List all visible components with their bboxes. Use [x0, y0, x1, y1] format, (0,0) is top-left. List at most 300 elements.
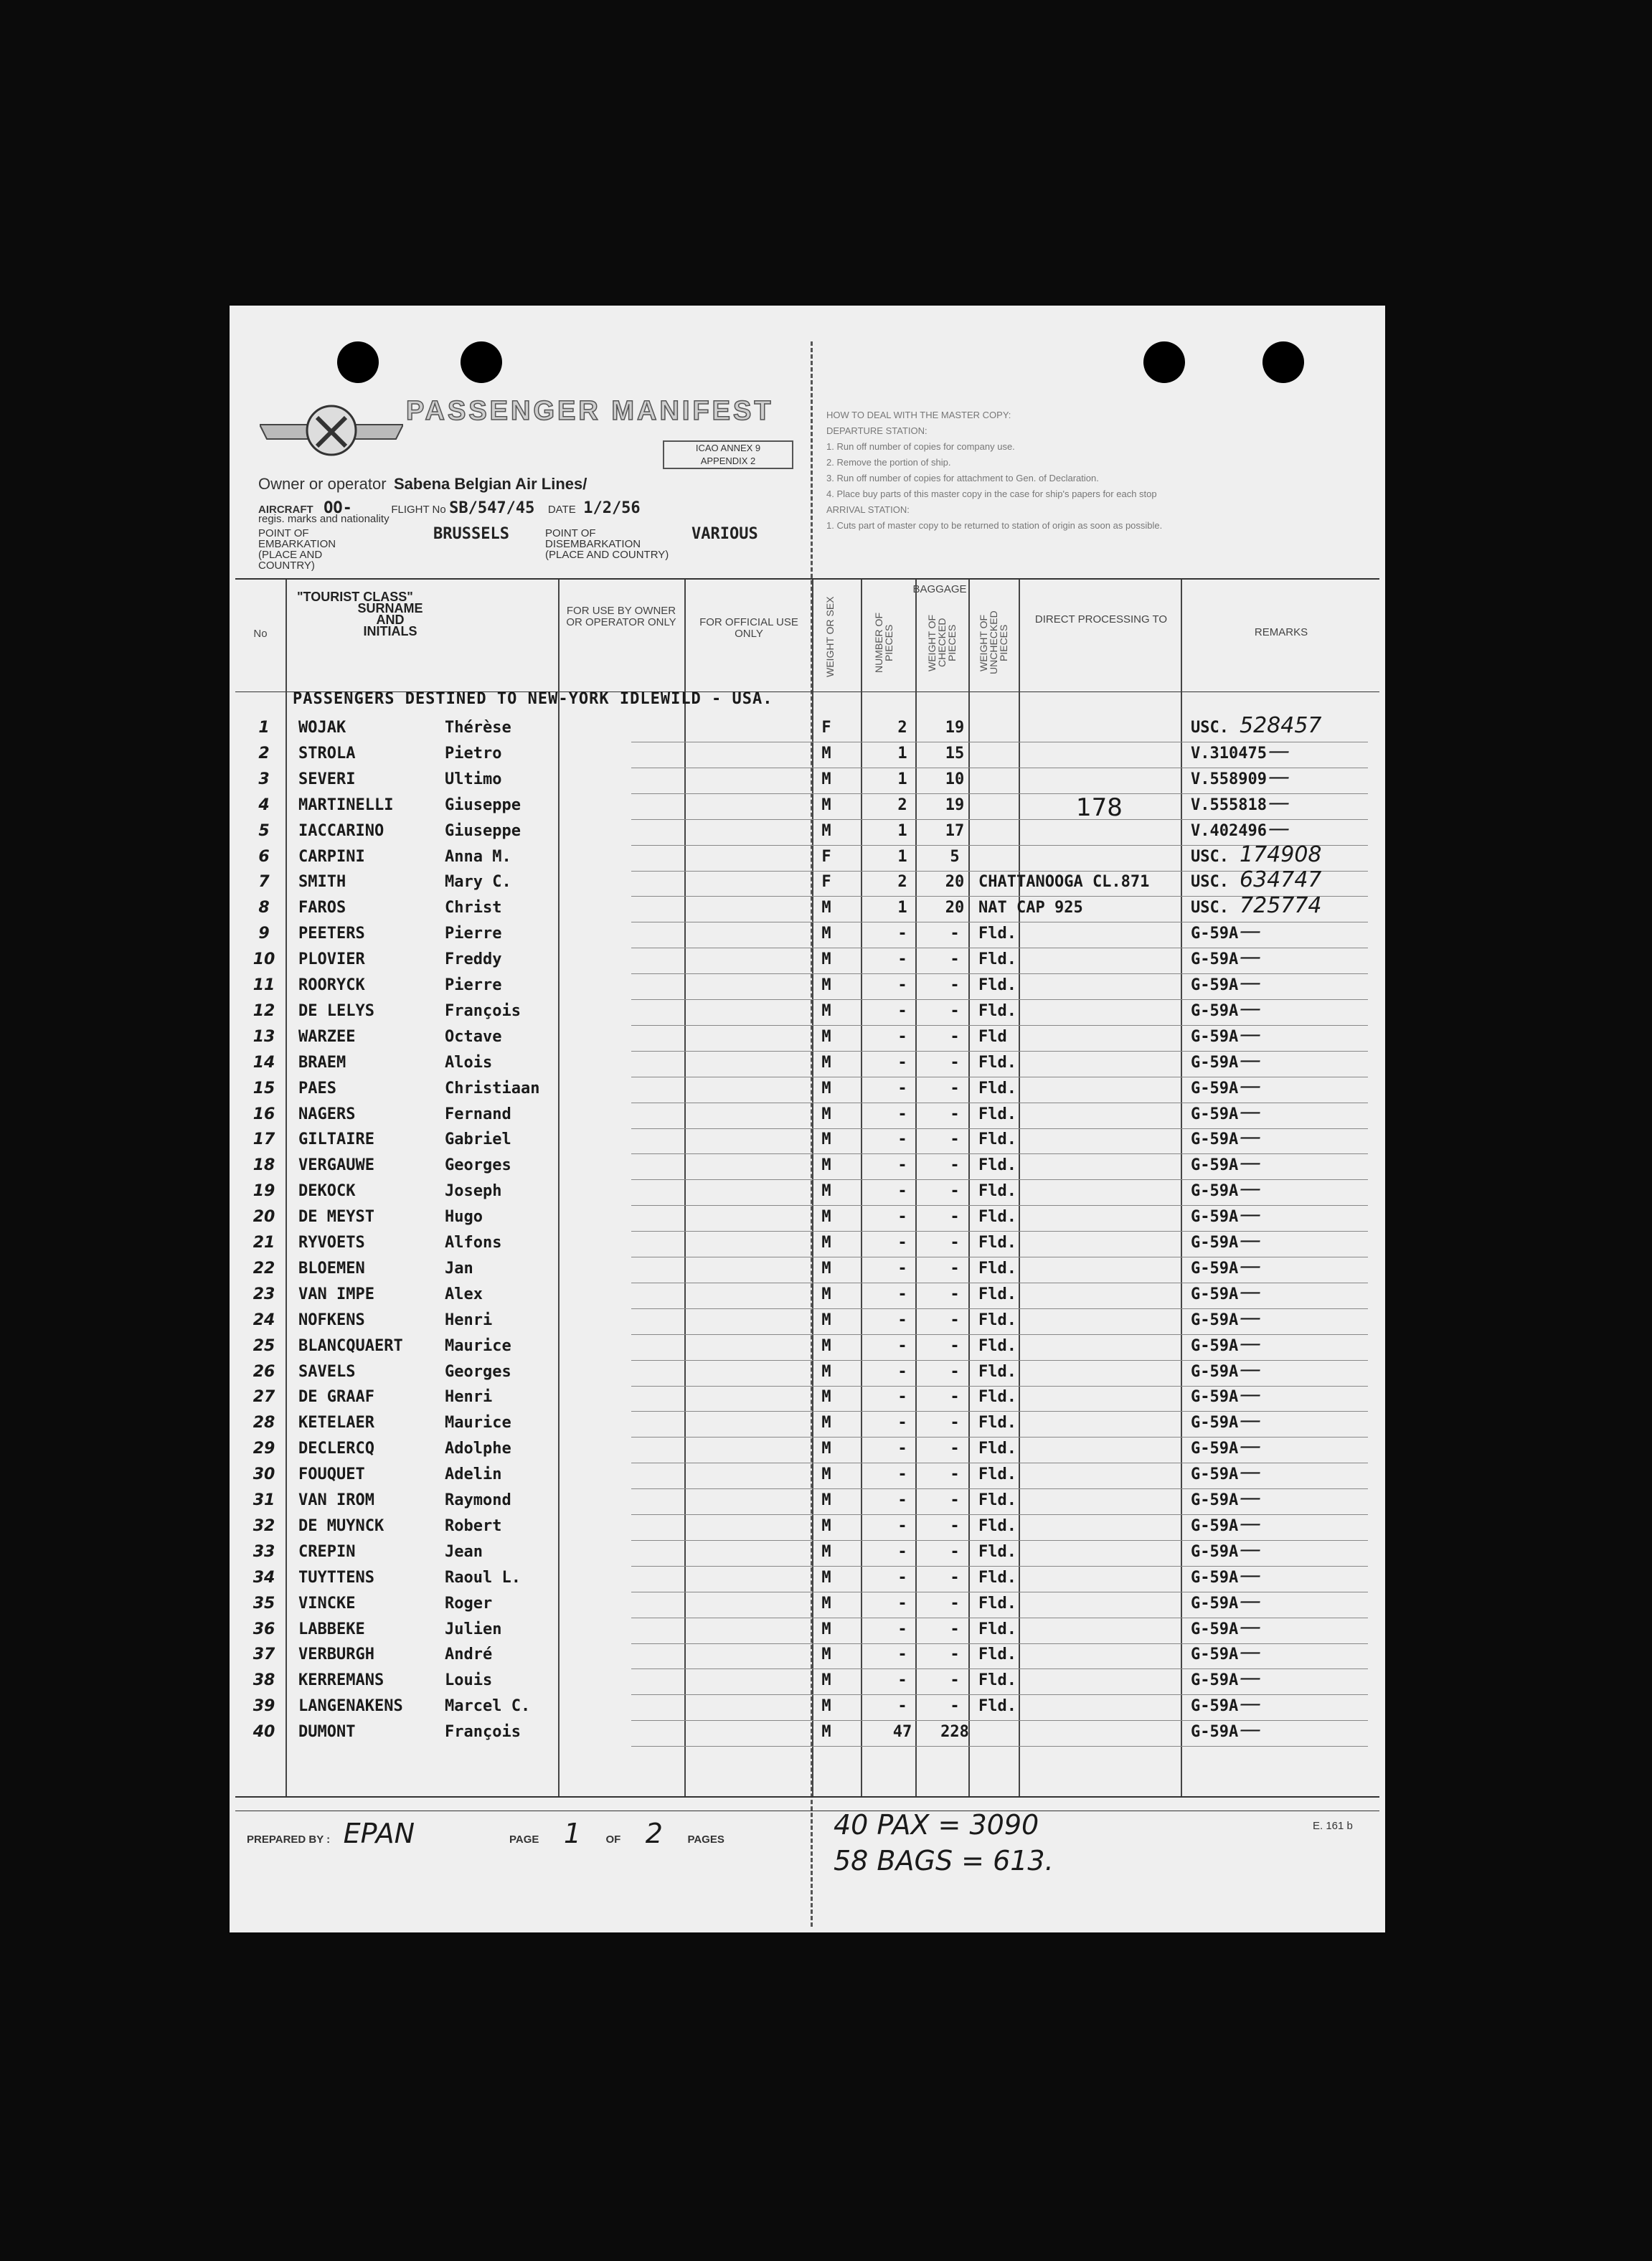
passenger-initials: Alex	[445, 1285, 483, 1303]
passenger-remark: G-59A	[1191, 976, 1239, 994]
baggage-flag: Fld.	[978, 1285, 1016, 1303]
remark-handwritten: —	[1240, 1460, 1261, 1486]
disembark-label: POINT OF DISEMBARKATION	[545, 527, 641, 550]
aircraft-value: OO-	[324, 499, 352, 517]
passenger-surname: BRAEM	[298, 1053, 346, 1072]
remark-handwritten: —	[1240, 1486, 1261, 1511]
passenger-surname: VERBURGH	[298, 1646, 374, 1664]
sabena-logo-icon	[260, 396, 403, 468]
passenger-initials: André	[445, 1646, 493, 1664]
baggage-flag: Fld.	[978, 1542, 1016, 1561]
remark-handwritten: —	[1240, 1588, 1261, 1614]
col-bag-pieces: NUMBER OF PIECES	[873, 613, 895, 673]
baggage-flag: Fld.	[978, 1156, 1016, 1175]
col-class-label: "TOURIST CLASS"	[297, 590, 413, 604]
baggage-pieces: 2	[897, 796, 907, 814]
baggage-flag: Fld	[978, 1027, 1007, 1046]
remark-handwritten: —	[1268, 790, 1290, 816]
table-row	[235, 1228, 1379, 1258]
passenger-sex: M	[821, 1671, 831, 1690]
passenger-remark: USC.	[1191, 899, 1229, 917]
baggage-pieces: 1	[897, 821, 907, 840]
col-direct: DIRECT PROCESSING TO	[1034, 613, 1168, 626]
baggage-weight: 20	[945, 899, 965, 917]
baggage-weight: -	[950, 1285, 960, 1303]
passenger-surname: ROORYCK	[298, 976, 365, 994]
passenger-initials: Ultimo	[445, 770, 502, 788]
baggage-flag: Fld.	[978, 1336, 1016, 1355]
table-row	[235, 1588, 1379, 1619]
passenger-number: 14	[252, 1053, 275, 1072]
passenger-sex: M	[821, 1620, 831, 1638]
remark-handwritten: 634747	[1240, 867, 1322, 893]
passenger-initials: Adelin	[445, 1465, 502, 1484]
baggage-weight: -	[950, 1001, 960, 1020]
baggage-pieces: 1	[897, 899, 907, 917]
passenger-sex: M	[821, 1156, 831, 1175]
baggage-flag: Fld.	[978, 1105, 1016, 1123]
baggage-flag: Fld.	[978, 1362, 1016, 1381]
passenger-sex: M	[821, 1697, 831, 1716]
passenger-surname: FAROS	[298, 899, 346, 917]
passenger-sex: F	[821, 719, 831, 737]
baggage-weight: -	[950, 1542, 960, 1561]
baggage-weight: -	[950, 1156, 960, 1175]
passenger-initials: Roger	[445, 1594, 493, 1613]
col-bag-unchecked: WEIGHT OF UNCHECKED PIECES	[978, 610, 1009, 675]
punch-hole	[461, 341, 502, 383]
passenger-remark: G-59A	[1191, 1182, 1239, 1201]
baggage-pieces: -	[897, 1542, 907, 1561]
table-row	[235, 841, 1379, 872]
baggage-weight: 19	[945, 719, 965, 737]
baggage-weight: 10	[945, 770, 965, 788]
remark-handwritten: —	[1240, 1176, 1261, 1202]
passenger-surname: WARZEE	[298, 1027, 356, 1046]
passenger-initials: François	[445, 1001, 521, 1020]
passenger-remark: USC.	[1191, 847, 1229, 866]
table-row	[235, 1408, 1379, 1438]
passenger-number: 37	[252, 1646, 275, 1664]
passenger-initials: Raymond	[445, 1491, 511, 1509]
passenger-surname: STROLA	[298, 744, 356, 763]
passenger-remark: G-59A	[1191, 1362, 1239, 1381]
baggage-pieces: -	[897, 1388, 907, 1407]
passenger-sex: M	[821, 821, 831, 840]
baggage-flag: Fld.	[978, 1388, 1016, 1407]
passenger-initials: Thérèse	[445, 719, 511, 737]
remark-handwritten: 725774	[1240, 893, 1322, 919]
baggage-weight: -	[950, 1311, 960, 1329]
page-value: 1	[563, 1818, 582, 1849]
baggage-pieces: -	[897, 1130, 907, 1149]
passenger-surname: FOUQUET	[298, 1465, 365, 1484]
passenger-initials: Jan	[445, 1259, 473, 1278]
passenger-initials: Henri	[445, 1388, 493, 1407]
table-row	[235, 738, 1379, 769]
direct-processing: CHATTANOOGA CL.871	[978, 873, 1150, 892]
passenger-initials: Jean	[445, 1542, 483, 1561]
passenger-sex: M	[821, 976, 831, 994]
passenger-remark: G-59A	[1191, 1646, 1239, 1664]
remark-handwritten: —	[1240, 1228, 1261, 1253]
baggage-weight: -	[950, 1027, 960, 1046]
col-no: No	[253, 628, 268, 640]
passenger-number: 8	[258, 899, 270, 917]
row-rule	[631, 1746, 1368, 1747]
passenger-initials: Georges	[445, 1362, 511, 1381]
total-pax: 40 PAX = 3090	[834, 1809, 1039, 1841]
passenger-surname: DE LELYS	[298, 1001, 374, 1020]
remark-handwritten: 528457	[1240, 713, 1322, 738]
baggage-pieces: -	[897, 1336, 907, 1355]
processing-number: 178	[1076, 793, 1123, 822]
baggage-flag: Fld.	[978, 1234, 1016, 1252]
total-bags: 58 BAGS = 613.	[834, 1845, 1054, 1877]
prepared-label: PREPARED BY :	[247, 1833, 331, 1846]
table-row	[235, 764, 1379, 795]
baggage-flag: Fld.	[978, 976, 1016, 994]
baggage-flag: Fld.	[978, 1491, 1016, 1509]
passenger-sex: M	[821, 1465, 831, 1484]
baggage-flag: Fld.	[978, 1001, 1016, 1020]
passenger-surname: SEVERI	[298, 770, 356, 788]
passenger-remark: G-59A	[1191, 1285, 1239, 1303]
passenger-sex: M	[821, 1336, 831, 1355]
passenger-surname: SMITH	[298, 873, 346, 892]
passenger-surname: PLOVIER	[298, 950, 365, 969]
baggage-weight: -	[950, 1697, 960, 1716]
punch-hole	[1143, 341, 1185, 383]
instruction-line: 2. Remove the portion of ship.	[826, 457, 951, 468]
baggage-pieces: -	[897, 1440, 907, 1458]
baggage-pieces: -	[897, 1568, 907, 1587]
passenger-remark: G-59A	[1191, 1053, 1239, 1072]
passenger-surname: TUYTTENS	[298, 1568, 374, 1587]
aircraft-sub: regis. marks and nationality	[258, 513, 390, 525]
passenger-initials: Marcel C.	[445, 1697, 531, 1716]
table-row	[235, 1279, 1379, 1310]
passenger-remark: G-59A	[1191, 1440, 1239, 1458]
table-row	[235, 1486, 1379, 1516]
disembark-label-block	[545, 528, 689, 560]
col-and: AND	[376, 613, 405, 627]
passenger-number: 9	[258, 925, 270, 943]
table-row	[235, 1460, 1379, 1490]
owner-value: Sabena Belgian Air Lines/	[393, 475, 587, 493]
table-row	[235, 1125, 1379, 1155]
table-row	[235, 1331, 1379, 1361]
baggage-flag: Fld.	[978, 1440, 1016, 1458]
passenger-initials: Henri	[445, 1311, 493, 1329]
table-row	[235, 1047, 1379, 1078]
embark-sub: (PLACE AND COUNTRY)	[258, 549, 323, 572]
passenger-initials: Pierre	[445, 976, 502, 994]
pages-label: PAGES	[687, 1833, 724, 1846]
passenger-remark: G-59A	[1191, 1542, 1239, 1561]
passenger-initials: Octave	[445, 1027, 502, 1046]
baggage-weight: -	[950, 1053, 960, 1072]
table-row	[235, 1511, 1379, 1542]
passenger-surname: DUMONT	[298, 1723, 356, 1742]
table-row	[235, 1666, 1379, 1696]
remark-handwritten: —	[1240, 1356, 1261, 1382]
instruction-line: 1. Cuts part of master copy to be returned to station of origin as soon as possible.	[826, 520, 1163, 531]
remark-handwritten: —	[1240, 1202, 1261, 1228]
passenger-surname: SAVELS	[298, 1362, 356, 1381]
baggage-flag: Fld.	[978, 1516, 1016, 1535]
passenger-surname: PAES	[298, 1079, 336, 1098]
baggage-flag: Fld.	[978, 1646, 1016, 1664]
col-surname: SURNAME	[357, 601, 423, 615]
passenger-surname: MARTINELLI	[298, 796, 394, 814]
instructions	[826, 407, 1372, 534]
passenger-remark: G-59A	[1191, 1208, 1239, 1227]
remark-handwritten: 174908	[1240, 841, 1322, 867]
baggage-pieces: -	[897, 1079, 907, 1098]
passenger-sex: M	[821, 1594, 831, 1613]
row-rule	[631, 819, 1368, 820]
baggage-weight: -	[950, 1671, 960, 1690]
passenger-remark: G-59A	[1191, 1105, 1239, 1123]
table-row	[235, 790, 1379, 821]
date-label: DATE	[547, 504, 576, 516]
passenger-remark: G-59A	[1191, 1723, 1239, 1742]
form-code: E. 161 b	[1313, 1820, 1353, 1832]
passenger-initials: Adolphe	[445, 1440, 511, 1458]
direct-processing: NAT CAP 925	[978, 899, 1083, 917]
baggage-flag: Fld.	[978, 1620, 1016, 1638]
col-owner-use: FOR USE BY OWNER OR OPERATOR ONLY	[566, 605, 676, 628]
passenger-number: 38	[252, 1671, 275, 1690]
of-value: 2	[645, 1818, 663, 1849]
instruction-line: DEPARTURE STATION:	[826, 425, 928, 436]
table-row	[235, 1537, 1379, 1567]
aircraft-label: AIRCRAFT	[258, 504, 313, 516]
passenger-number: 23	[252, 1285, 275, 1303]
passenger-initials: Maurice	[445, 1336, 511, 1355]
passenger-number: 32	[252, 1516, 275, 1535]
remark-handwritten: —	[1240, 1382, 1261, 1408]
remark-handwritten: —	[1240, 1125, 1261, 1151]
baggage-weight: 228	[940, 1723, 969, 1742]
passenger-surname: VAN IROM	[298, 1491, 374, 1509]
baggage-pieces: -	[897, 925, 907, 943]
passenger-surname: VERGAUWE	[298, 1156, 374, 1175]
remark-handwritten: —	[1240, 919, 1261, 945]
baggage-weight: -	[950, 1362, 960, 1381]
passenger-sex: M	[821, 1362, 831, 1381]
baggage-weight: -	[950, 1259, 960, 1278]
remark-handwritten: —	[1268, 738, 1290, 764]
remark-handwritten: —	[1240, 945, 1261, 971]
table-row	[235, 1382, 1379, 1412]
table-row	[235, 996, 1379, 1026]
passenger-remark: G-59A	[1191, 1336, 1239, 1355]
baggage-weight: -	[950, 1568, 960, 1587]
passenger-sex: M	[821, 1105, 831, 1123]
remark-handwritten: —	[1268, 816, 1290, 841]
remark-handwritten: —	[1240, 1279, 1261, 1305]
baggage-pieces: -	[897, 1208, 907, 1227]
passenger-initials: Fernand	[445, 1105, 511, 1123]
table-row	[235, 1356, 1379, 1387]
passenger-initials: Anna M.	[445, 847, 511, 866]
baggage-weight: -	[950, 1414, 960, 1432]
passenger-number: 19	[252, 1182, 275, 1201]
flight-value: SB/547/45	[449, 499, 535, 517]
passenger-initials: François	[445, 1723, 521, 1742]
passenger-number: 34	[252, 1568, 275, 1587]
passenger-number: 26	[252, 1362, 275, 1381]
baggage-pieces: -	[897, 1105, 907, 1123]
passenger-sex: M	[821, 1079, 831, 1098]
baggage-weight: 15	[945, 744, 965, 763]
passenger-surname: WOJAK	[298, 719, 346, 737]
passenger-number: 35	[252, 1594, 275, 1613]
baggage-flag: Fld.	[978, 1311, 1016, 1329]
flight-label: FLIGHT No	[391, 504, 446, 516]
baggage-flag: Fld.	[978, 1259, 1016, 1278]
table-row	[235, 945, 1379, 975]
passenger-remark: G-59A	[1191, 1671, 1239, 1690]
passenger-initials: Giuseppe	[445, 796, 521, 814]
passenger-number: 10	[252, 950, 275, 969]
passenger-initials: Hugo	[445, 1208, 483, 1227]
passenger-number: 1	[258, 719, 270, 737]
remark-handwritten: —	[1240, 1614, 1261, 1640]
col-official-use: FOR OFFICIAL USE ONLY	[699, 616, 798, 640]
remark-handwritten: —	[1240, 1691, 1261, 1717]
baggage-weight: -	[950, 1620, 960, 1638]
remark-handwritten: —	[1240, 1151, 1261, 1176]
baggage-flag: Fld.	[978, 1594, 1016, 1613]
passenger-remark: G-59A	[1191, 1130, 1239, 1149]
passenger-remark: G-59A	[1191, 950, 1239, 969]
passenger-surname: VINCKE	[298, 1594, 356, 1613]
passenger-remark: G-59A	[1191, 1259, 1239, 1278]
baggage-flag: Fld.	[978, 1465, 1016, 1484]
passenger-surname: DE MEYST	[298, 1208, 374, 1227]
baggage-flag: Fld.	[978, 1130, 1016, 1149]
baggage-pieces: -	[897, 976, 907, 994]
table-top-rule	[235, 578, 1379, 580]
passenger-sex: M	[821, 950, 831, 969]
remark-handwritten: —	[1240, 1047, 1261, 1073]
baggage-weight: 19	[945, 796, 965, 814]
baggage-pieces: -	[897, 950, 907, 969]
table-row	[235, 816, 1379, 846]
passenger-sex: M	[821, 1208, 831, 1227]
passenger-sex: M	[821, 796, 831, 814]
baggage-pieces: -	[897, 1414, 907, 1432]
disembark-value: VARIOUS	[692, 525, 758, 543]
passenger-initials: Joseph	[445, 1182, 502, 1201]
baggage-flag: Fld.	[978, 1671, 1016, 1690]
passenger-surname: KERREMANS	[298, 1671, 384, 1690]
baggage-pieces: -	[897, 1285, 907, 1303]
baggage-weight: -	[950, 1336, 960, 1355]
passenger-sex: M	[821, 1027, 831, 1046]
table-row	[235, 1073, 1379, 1104]
passenger-initials: Maurice	[445, 1414, 511, 1432]
passenger-sex: M	[821, 1234, 831, 1252]
remark-handwritten: —	[1240, 1717, 1261, 1743]
passenger-sex: M	[821, 1001, 831, 1020]
table-row	[235, 1202, 1379, 1232]
remark-handwritten: —	[1240, 1305, 1261, 1331]
passenger-remark: G-59A	[1191, 925, 1239, 943]
passenger-surname: NOFKENS	[298, 1311, 365, 1329]
passenger-number: 25	[252, 1336, 275, 1355]
passenger-remark: G-59A	[1191, 1156, 1239, 1175]
instruction-line: 1. Run off number of copies for company use.	[826, 441, 1015, 452]
row-rule	[631, 793, 1368, 794]
remark-handwritten: —	[1240, 1640, 1261, 1666]
passenger-initials: Christiaan	[445, 1079, 540, 1098]
remark-handwritten: —	[1240, 1099, 1261, 1125]
passenger-sex: M	[821, 1285, 831, 1303]
baggage-weight: -	[950, 1182, 960, 1201]
col-initials: INITIALS	[363, 624, 417, 638]
passenger-number: 13	[252, 1027, 275, 1046]
passenger-initials: Christ	[445, 899, 502, 917]
passenger-sex: M	[821, 1311, 831, 1329]
baggage-pieces: -	[897, 1516, 907, 1535]
baggage-pieces: -	[897, 1671, 907, 1690]
table-row	[235, 1176, 1379, 1207]
passenger-initials: Louis	[445, 1671, 493, 1690]
baggage-pieces: -	[897, 1259, 907, 1278]
baggage-pieces: -	[897, 1465, 907, 1484]
passenger-sex: M	[821, 1440, 831, 1458]
passenger-sex: M	[821, 899, 831, 917]
passenger-number: 6	[258, 847, 270, 866]
baggage-flag: Fld.	[978, 950, 1016, 969]
passenger-remark: G-59A	[1191, 1027, 1239, 1046]
baggage-pieces: 1	[897, 847, 907, 866]
baggage-pieces: -	[897, 1182, 907, 1201]
passenger-sex: M	[821, 925, 831, 943]
passenger-sex: M	[821, 744, 831, 763]
passenger-number: 22	[252, 1259, 275, 1278]
passenger-sex: M	[821, 770, 831, 788]
passenger-number: 36	[252, 1620, 275, 1638]
owner-line	[258, 475, 587, 494]
baggage-pieces: 1	[897, 770, 907, 788]
baggage-pieces: -	[897, 1053, 907, 1072]
date-value: 1/2/56	[583, 499, 641, 517]
passenger-initials: Gabriel	[445, 1130, 511, 1149]
passenger-remark: G-59A	[1191, 1491, 1239, 1509]
baggage-weight: 17	[945, 821, 965, 840]
passenger-number: 29	[252, 1440, 275, 1458]
baggage-weight: 5	[950, 847, 960, 866]
passenger-number: 12	[252, 1001, 275, 1020]
remark-handwritten: —	[1268, 764, 1290, 790]
baggage-weight: -	[950, 1388, 960, 1407]
passenger-sex: F	[821, 873, 831, 892]
passenger-remark: V.555818	[1191, 796, 1267, 814]
passenger-initials: Alfons	[445, 1234, 502, 1252]
baggage-pieces: 47	[892, 1723, 912, 1742]
baggage-pieces: 2	[897, 719, 907, 737]
passenger-remark: V.558909	[1191, 770, 1267, 788]
remark-handwritten: —	[1240, 1511, 1261, 1537]
passenger-remark: V.402496	[1191, 821, 1267, 840]
passenger-sex: M	[821, 1542, 831, 1561]
baggage-weight: -	[950, 1234, 960, 1252]
